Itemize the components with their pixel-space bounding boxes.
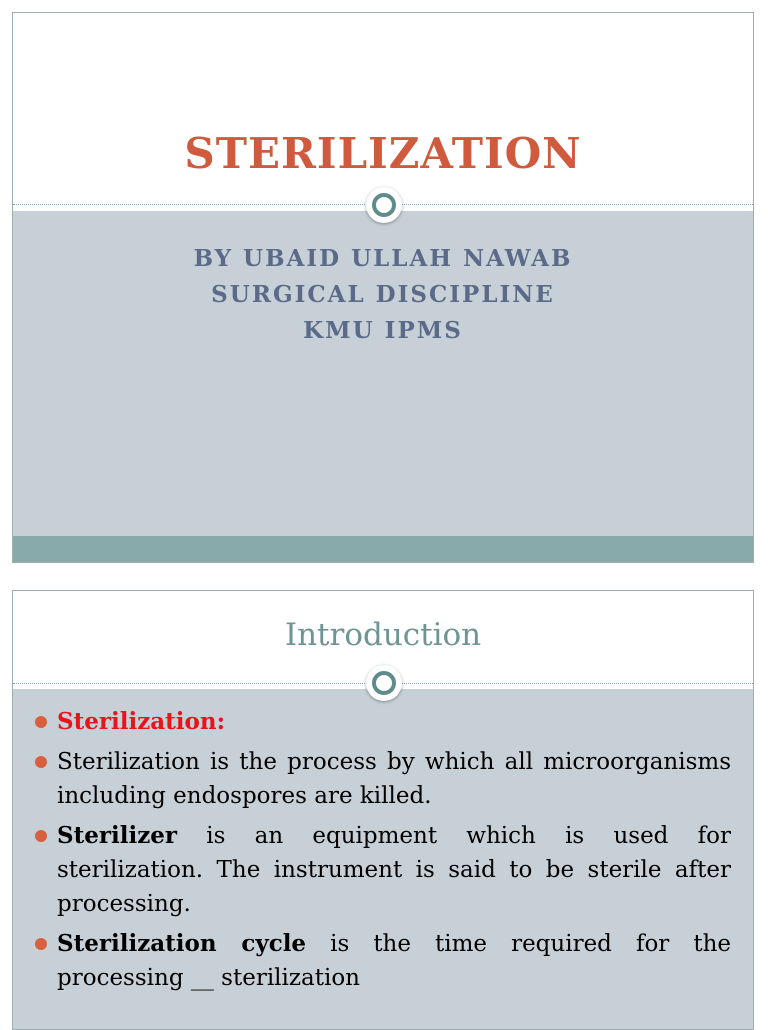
- bullet-term: Sterilization cycle: [57, 930, 307, 957]
- subtitle-discipline: SURGICAL DISCIPLINE: [211, 281, 555, 308]
- bullet-dot-icon: [35, 756, 47, 768]
- ring-ornament-icon: [366, 187, 402, 223]
- bullet-item: [35, 927, 731, 995]
- ring-ornament-icon: [366, 665, 402, 701]
- bullet-text: is an equipment which is used for sterilization. The instrument is said to be sterile after processing.: [57, 823, 731, 917]
- bullet-text: is the time required for the processing __ sterilization: [57, 931, 732, 991]
- subtitle-author: BY UBAID ULLAH NAWAB: [193, 245, 573, 272]
- bullet-item: [35, 745, 731, 813]
- bullet-item: [35, 705, 731, 739]
- subtitle-institution: KMU IPMS: [303, 317, 463, 344]
- bullet-dot-icon: [35, 716, 47, 728]
- bullet-dot-icon: [35, 938, 47, 950]
- bullet-text: Sterilization is the process by which all microorganisms including endospores are killed.: [57, 749, 731, 809]
- subtitle-block: [13, 241, 753, 349]
- title-slide: [12, 12, 754, 563]
- bullet-term: Sterilization:: [57, 708, 226, 735]
- bullet-term: Sterilizer: [57, 822, 178, 849]
- bullet-item: [35, 819, 731, 921]
- introduction-slide: [12, 590, 754, 1030]
- slide-title: STERILIZATION: [184, 129, 582, 178]
- slide-heading: Introduction: [284, 617, 482, 653]
- footer-bar: [13, 536, 753, 562]
- bullet-list: [35, 705, 731, 1001]
- bullet-dot-icon: [35, 830, 47, 842]
